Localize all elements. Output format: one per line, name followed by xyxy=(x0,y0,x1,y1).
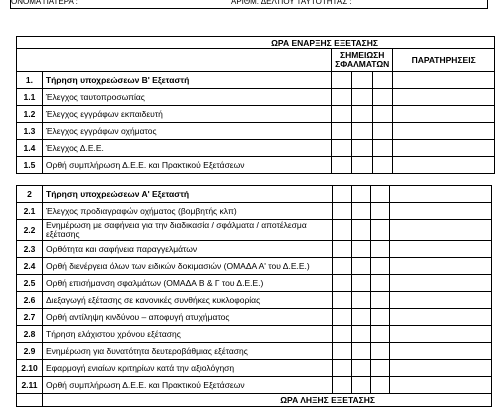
row-text: Ενημέρωση με σαφήνεια για την διαδικασία / σφάλματα / αποτέλεσμα εξέτασης xyxy=(43,220,333,241)
error-checkbox[interactable] xyxy=(333,258,352,275)
error-checkbox[interactable] xyxy=(333,309,352,326)
error-checkbox[interactable] xyxy=(333,360,352,377)
error-checkbox[interactable] xyxy=(371,360,390,377)
row-text: Έλεγχος ταυτοπροσωπίας xyxy=(42,89,331,106)
error-checkbox[interactable] xyxy=(371,258,390,275)
remarks-cell[interactable] xyxy=(390,186,492,203)
remarks-cell[interactable] xyxy=(393,157,495,174)
remarks-column-header: ΠΑΡΑΤΗΡΗΣΕΙΣ xyxy=(393,49,495,72)
error-checkbox[interactable] xyxy=(372,72,392,89)
row-number: 2.11 xyxy=(17,377,43,394)
section-title: Τήρηση υποχρεώσεων Α' Εξεταστή xyxy=(43,186,333,203)
error-checkbox[interactable] xyxy=(333,343,352,360)
row-number: 2.4 xyxy=(17,258,43,275)
error-checkbox[interactable] xyxy=(333,220,352,241)
row-text: Ορθή επισήμανση σφαλμάτων (ΟΜΑΔΑ Β & Γ του Δ.Ε.Ε.) xyxy=(43,275,333,292)
row-number: 2.10 xyxy=(17,360,43,377)
table-row xyxy=(17,309,492,326)
error-checkbox[interactable] xyxy=(352,220,371,241)
error-checkbox[interactable] xyxy=(372,123,392,140)
row-number: 1.5 xyxy=(17,157,43,174)
table-row xyxy=(17,157,495,174)
row-text: Εφαρμογή ενιαίων κριτηρίων κατά την αξιολόγηση xyxy=(43,360,333,377)
error-checkbox[interactable] xyxy=(352,203,371,220)
error-checkbox[interactable] xyxy=(371,343,390,360)
header-fields xyxy=(10,0,488,9)
end-time-label: ΩΡΑ ΛΗΞΗΣ ΕΞΕΤΑΣΗΣ xyxy=(280,395,375,405)
row-number: 2.9 xyxy=(17,343,43,360)
row-text: Έλεγχος Δ.Ε.Ε. xyxy=(42,140,331,157)
error-checkbox[interactable] xyxy=(371,186,390,203)
error-checkbox[interactable] xyxy=(352,343,371,360)
table-row xyxy=(17,89,495,106)
error-checkbox[interactable] xyxy=(333,377,352,394)
table-row xyxy=(17,220,492,241)
blank-header-cell xyxy=(17,49,332,72)
remarks-cell[interactable] xyxy=(390,220,492,241)
remarks-cell[interactable] xyxy=(390,292,492,309)
row-number: 2.3 xyxy=(17,241,43,258)
row-text: Έλεγχος εγγράφων οχήματος xyxy=(42,123,331,140)
end-time-cell xyxy=(43,394,492,407)
error-checkbox[interactable] xyxy=(332,123,352,140)
row-number: 2.2 xyxy=(17,220,43,241)
evaluation-table-section-1 xyxy=(16,36,495,174)
table-row xyxy=(17,203,492,220)
row-number: 1.3 xyxy=(17,123,43,140)
start-time-label: ΩΡΑ ΕΝΑΡΞΗΣ ΕΞΕΤΑΣΗΣ xyxy=(271,37,378,48)
error-checkbox[interactable] xyxy=(333,186,352,203)
error-checkbox[interactable] xyxy=(352,89,372,106)
row-text: Τήρηση ελάχιστου χρόνου εξέτασης xyxy=(43,326,333,343)
row-text: Ορθή συμπλήρωση Δ.Ε.Ε. και Πρακτικού Εξετάσεων xyxy=(42,157,331,174)
error-checkbox[interactable] xyxy=(333,241,352,258)
table-row xyxy=(17,360,492,377)
remarks-cell[interactable] xyxy=(390,360,492,377)
error-checkbox[interactable] xyxy=(332,140,352,157)
error-checkbox[interactable] xyxy=(352,140,372,157)
remarks-cell[interactable] xyxy=(393,140,495,157)
row-text: Έλεγχος εγγράφων εκπαιδευτή xyxy=(42,106,331,123)
remarks-cell[interactable] xyxy=(390,275,492,292)
error-checkbox[interactable] xyxy=(332,72,352,89)
error-checkbox[interactable] xyxy=(371,203,390,220)
father-name-label: ΟΝΟΜΑ ΠΑΤΕΡΑ : xyxy=(11,0,78,6)
error-checkbox[interactable] xyxy=(333,326,352,343)
blank-cell xyxy=(17,394,43,407)
error-checkbox[interactable] xyxy=(371,241,390,258)
remarks-cell[interactable] xyxy=(393,123,495,140)
table-row xyxy=(17,343,492,360)
section-number: 2 xyxy=(17,186,43,203)
row-number: 2.1 xyxy=(17,203,43,220)
error-checkbox[interactable] xyxy=(332,89,352,106)
row-text: Ορθή συμπλήρωση Δ.Ε.Ε. και Πρακτικού Εξετάσεων xyxy=(43,377,333,394)
error-checkbox[interactable] xyxy=(352,377,371,394)
error-checkbox[interactable] xyxy=(332,106,352,123)
table-row xyxy=(17,377,492,394)
row-number: 2.6 xyxy=(17,292,43,309)
error-checkbox[interactable] xyxy=(352,186,371,203)
remarks-cell[interactable] xyxy=(390,377,492,394)
error-checkbox[interactable] xyxy=(371,275,390,292)
remarks-cell[interactable] xyxy=(390,203,492,220)
row-text: Έλεγχος προδιαγραφών οχήματος (βομβητής κλπ) xyxy=(43,203,333,220)
error-checkbox[interactable] xyxy=(372,89,392,106)
start-time-cell xyxy=(17,37,495,49)
row-text: Ορθή αντίληψη κινδύνου – αποφυγή ατυχήματος xyxy=(43,309,333,326)
error-checkbox[interactable] xyxy=(372,106,392,123)
error-checkbox[interactable] xyxy=(352,123,372,140)
row-number: 2.7 xyxy=(17,309,43,326)
remarks-cell[interactable] xyxy=(390,326,492,343)
table-row xyxy=(17,292,492,309)
error-checkbox[interactable] xyxy=(352,157,372,174)
error-checkbox[interactable] xyxy=(371,220,390,241)
id-number-label: ΑΡΙΘΜ. ΔΕΛΤΙΟΥ ΤΑΥΤΟΤΗΤΑΣ : xyxy=(231,0,352,6)
error-checkbox[interactable] xyxy=(372,157,392,174)
section-header-row xyxy=(17,72,495,89)
section-number: 1. xyxy=(17,72,43,89)
row-number: 1.4 xyxy=(17,140,43,157)
remarks-cell[interactable] xyxy=(390,343,492,360)
error-checkbox[interactable] xyxy=(352,258,371,275)
error-checkbox[interactable] xyxy=(371,377,390,394)
remarks-cell[interactable] xyxy=(390,309,492,326)
row-text: Διεξαγωγή εξέτασης σε κανονικές συνθήκες κυκλοφορίας xyxy=(43,292,333,309)
error-checkbox[interactable] xyxy=(352,275,371,292)
row-number: 2.5 xyxy=(17,275,43,292)
table-row xyxy=(17,123,495,140)
row-number: 1.2 xyxy=(17,106,43,123)
table-row xyxy=(17,326,492,343)
table-row xyxy=(17,106,495,123)
evaluation-table-section-2 xyxy=(16,185,492,407)
remarks-cell[interactable] xyxy=(393,106,495,123)
row-number: 2.8 xyxy=(17,326,43,343)
row-text: Ορθή διενέργεια όλων των ειδικών δοκιμασιών (ΟΜΑΔΑ Α' του Δ.Ε.Ε.) xyxy=(43,258,333,275)
row-text: Ενημέρωση για δυνατότητα δευτεροβάθμιας εξέτασης xyxy=(43,343,333,360)
table-row xyxy=(17,275,492,292)
error-checkbox[interactable] xyxy=(332,157,352,174)
table-row xyxy=(17,140,495,157)
table-row xyxy=(17,258,492,275)
error-checkbox[interactable] xyxy=(352,326,371,343)
section-header-row xyxy=(17,186,492,203)
error-checkbox[interactable] xyxy=(372,140,392,157)
error-checkbox[interactable] xyxy=(352,106,372,123)
errors-column-header: ΣΗΜΕΙΩΣΗ ΣΦΑΛΜΑΤΩΝ xyxy=(332,49,393,72)
remarks-cell[interactable] xyxy=(393,89,495,106)
table-row xyxy=(17,241,492,258)
error-checkbox[interactable] xyxy=(371,292,390,309)
error-checkbox[interactable] xyxy=(371,326,390,343)
section-title: Τήρηση υποχρεώσεων Β' Εξεταστή xyxy=(42,72,331,89)
remarks-cell[interactable] xyxy=(390,241,492,258)
error-checkbox[interactable] xyxy=(352,241,371,258)
error-checkbox[interactable] xyxy=(371,309,390,326)
error-checkbox[interactable] xyxy=(352,360,371,377)
error-checkbox[interactable] xyxy=(352,309,371,326)
remarks-cell[interactable] xyxy=(393,72,495,89)
remarks-cell[interactable] xyxy=(390,258,492,275)
error-checkbox[interactable] xyxy=(333,203,352,220)
error-checkbox[interactable] xyxy=(333,275,352,292)
error-checkbox[interactable] xyxy=(333,292,352,309)
error-checkbox[interactable] xyxy=(352,72,372,89)
row-number: 1.1 xyxy=(17,89,43,106)
row-text: Ορθότητα και σαφήνεια παραγγελμάτων xyxy=(43,241,333,258)
error-checkbox[interactable] xyxy=(352,292,371,309)
